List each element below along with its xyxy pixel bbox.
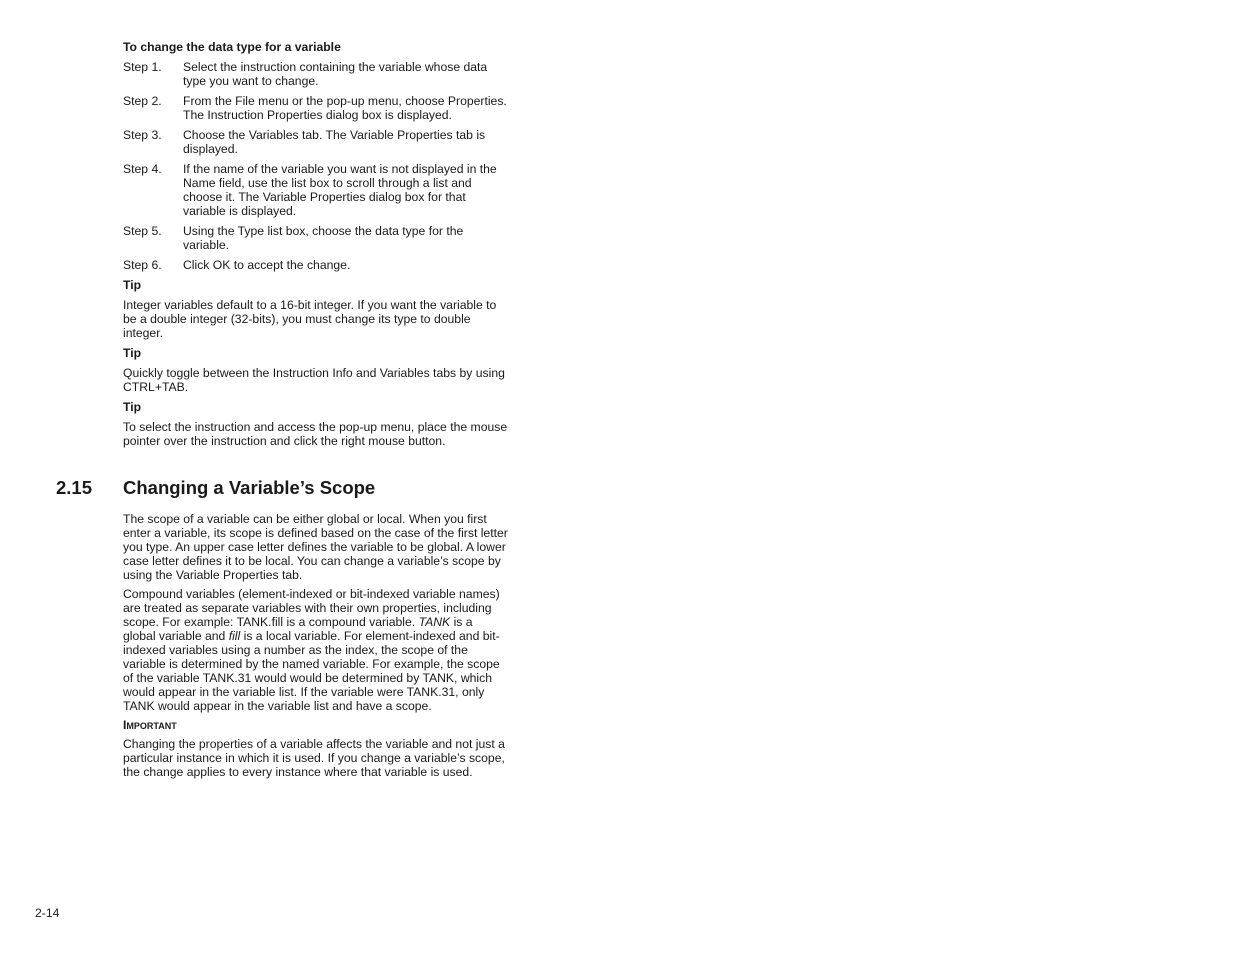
step-text: Choose the Variables tab. The Variable Properties tab is displayed. xyxy=(183,128,486,156)
step-3 xyxy=(123,128,508,156)
step-2 xyxy=(123,94,508,122)
step-label: Step 4. xyxy=(123,162,162,176)
step-label: Step 2. xyxy=(123,94,162,108)
paragraph-text: is a global variable and xyxy=(123,615,473,643)
tip-heading: Tip xyxy=(123,400,142,414)
fill-emphasis: fill xyxy=(228,629,241,643)
paragraph-compound-variables xyxy=(123,587,508,713)
important-heading: Important xyxy=(123,718,177,732)
paragraph-scope-intro: The scope of a variable can be either global or local. When you first enter a variable, its scope is defined based on the case of the first letter you type. An upper case letter defines the variable to be global. A lower case letter defines it to be local. You can change a variable’s scope by using the Variable Properties tab. xyxy=(123,512,508,582)
step-label: Step 5. xyxy=(123,224,162,238)
step-6 xyxy=(123,258,508,272)
tip-text: Integer variables default to a 16-bit integer. If you want the variable to be a double integer (32-bits), you must change its type to double integer. xyxy=(123,298,497,340)
step-1 xyxy=(123,60,508,88)
step-text: Click OK to accept the change. xyxy=(183,258,351,272)
step-text: If the name of the variable you want is not displayed in the Name field, use the list box to scroll through a list and choose it. The Variable Properties dialog box for that variable is displayed. xyxy=(183,162,497,218)
step-label: Step 1. xyxy=(123,60,162,74)
paragraph-text: Compound variables (element-indexed or bit-indexed variable names) are treated as separate variables with their own properties, including scope. For example: TANK.fill is a compound variable. xyxy=(123,587,500,629)
step-5 xyxy=(123,224,508,252)
step-text: Select the instruction containing the variable whose data type you want to change. xyxy=(183,60,488,88)
tip-heading: Tip xyxy=(123,346,142,360)
step-text: Using the Type list box, choose the data type for the variable. xyxy=(183,224,464,252)
procedure-steps xyxy=(123,60,508,454)
paragraph-text: is a local variable. For element-indexed and bit-indexed variables using a number as the index, the scope of the variable is determined by the named variable. For example, the scope of the variable TANK.31 would would be determined by TANK, which would appear in the variable list. If the variable were TANK.31, only TANK would appear in the variable list and have a scope. xyxy=(123,629,500,713)
section-number: 2.15 xyxy=(56,477,93,498)
page-number: 2-14 xyxy=(35,906,60,920)
tip-text: To select the instruction and access the pop-up menu, place the mouse pointer over the instruction and click the right mouse button. xyxy=(123,420,508,448)
section-body xyxy=(123,512,508,784)
step-text: From the File menu or the pop-up menu, choose Properties. The Instruction Properties dialog box is displayed. xyxy=(183,94,507,122)
procedure-title: To change the data type for a variable xyxy=(123,40,341,54)
tip-heading: Tip xyxy=(123,278,142,292)
important-text: Changing the properties of a variable affects the variable and not just a particular instance in which it is used. If you change a variable’s scope, the change applies to every instance where that variable is used. xyxy=(123,737,505,779)
step-label: Step 6. xyxy=(123,258,162,272)
tank-emphasis: TANK xyxy=(418,615,451,629)
step-4 xyxy=(123,162,508,218)
tip-text: Quickly toggle between the Instruction Info and Variables tabs by using CTRL+TAB. xyxy=(123,366,505,394)
section-title: Changing a Variable’s Scope xyxy=(123,477,376,498)
step-label: Step 3. xyxy=(123,128,162,142)
